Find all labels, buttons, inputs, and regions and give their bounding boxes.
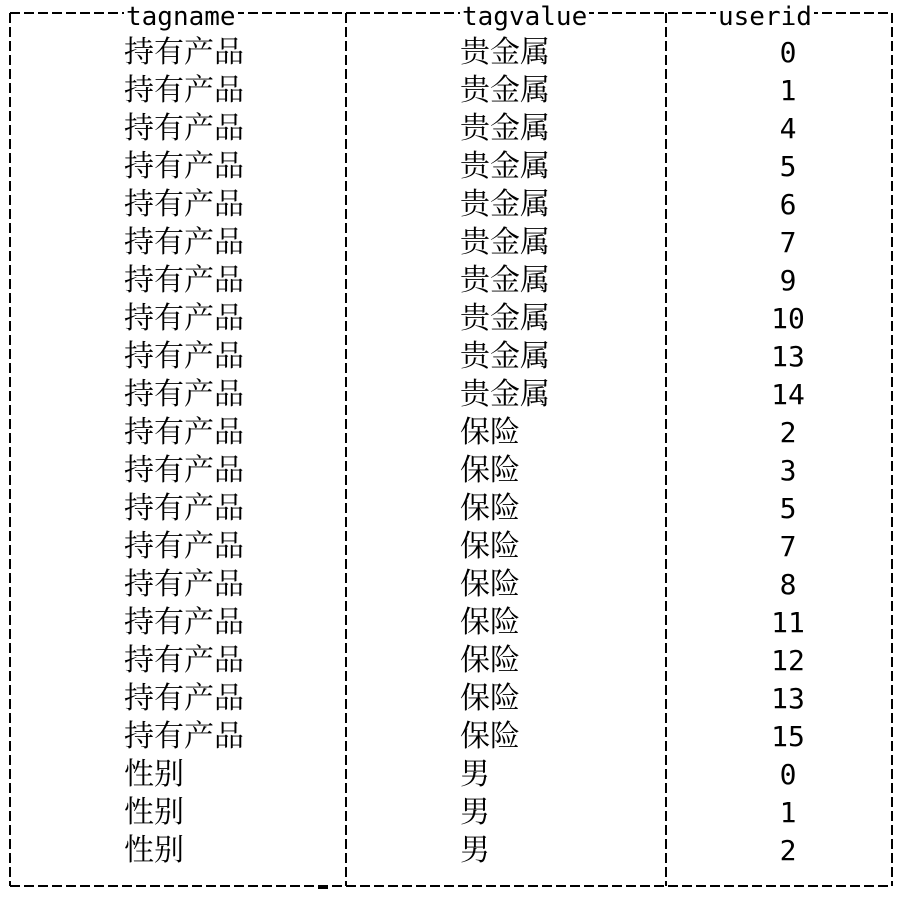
cell-tagvalue: 保险 (460, 567, 520, 602)
cell-tagname: 持有产品 (124, 73, 244, 108)
cell-tagname: 持有产品 (124, 567, 244, 602)
table-row (0, 300, 906, 338)
cell-userid: 15 (771, 720, 805, 753)
cell-tagvalue: 保险 (460, 719, 520, 754)
cell-tagname: 持有产品 (124, 149, 244, 184)
table-row (0, 490, 906, 528)
cell-tagvalue: 贵金属 (460, 263, 550, 298)
cell-userid: 1 (779, 74, 797, 107)
cell-tagvalue: 保险 (460, 491, 520, 526)
cell-userid: 14 (771, 378, 805, 411)
cell-tagvalue: 男 (460, 833, 490, 868)
table-row (0, 794, 906, 832)
cell-userid: 13 (771, 340, 805, 373)
cell-tagname: 持有产品 (124, 187, 244, 222)
table-row (0, 604, 906, 642)
cell-userid: 2 (779, 834, 797, 867)
cell-tagvalue: 贵金属 (460, 225, 550, 260)
cell-userid: 7 (779, 226, 797, 259)
cell-tagname: 性别 (124, 833, 184, 868)
cell-userid: 11 (771, 606, 805, 639)
header-userid: userid (718, 2, 812, 32)
table-row (0, 528, 906, 566)
cell-tagvalue: 贵金属 (460, 149, 550, 184)
cell-tagname: 持有产品 (124, 491, 244, 526)
table-row (0, 338, 906, 376)
table-row (0, 566, 906, 604)
cell-tagname: 持有产品 (124, 643, 244, 678)
table-row (0, 262, 906, 300)
cell-tagname: 性别 (124, 795, 184, 830)
cell-userid: 5 (779, 150, 797, 183)
cell-userid: 10 (771, 302, 805, 335)
table-row (0, 832, 906, 870)
cell-tagname: 持有产品 (124, 681, 244, 716)
cell-userid: 6 (779, 188, 797, 221)
table-row (0, 376, 906, 414)
table-row (0, 642, 906, 680)
cell-userid: 1 (779, 796, 797, 829)
cell-tagvalue: 男 (460, 757, 490, 792)
cell-tagvalue: 贵金属 (460, 339, 550, 374)
cell-tagname: 性别 (124, 757, 184, 792)
cell-userid: 5 (779, 492, 797, 525)
table-row (0, 110, 906, 148)
cell-tagvalue: 保险 (460, 681, 520, 716)
cell-tagvalue: 贵金属 (460, 111, 550, 146)
cell-tagvalue: 贵金属 (460, 187, 550, 222)
table-row (0, 72, 906, 110)
cell-userid: 7 (779, 530, 797, 563)
table-row (0, 414, 906, 452)
cell-tagname: 持有产品 (124, 301, 244, 336)
table-row (0, 148, 906, 186)
cell-userid: 2 (779, 416, 797, 449)
cell-tagvalue: 保险 (460, 415, 520, 450)
table-row (0, 186, 906, 224)
cell-tagname: 持有产品 (124, 605, 244, 640)
cell-userid: 3 (779, 454, 797, 487)
cell-tagvalue: 贵金属 (460, 301, 550, 336)
cell-userid: 0 (779, 36, 797, 69)
cell-userid: 12 (771, 644, 805, 677)
table-row (0, 718, 906, 756)
cell-tagname: 持有产品 (124, 377, 244, 412)
table-row (0, 756, 906, 794)
cell-tagvalue: 保险 (460, 529, 520, 564)
cell-tagvalue: 贵金属 (460, 377, 550, 412)
cell-tagname: 持有产品 (124, 339, 244, 374)
cell-tagvalue: 保险 (460, 643, 520, 678)
table-row (0, 680, 906, 718)
table-row (0, 224, 906, 262)
cell-tagname: 持有产品 (124, 453, 244, 488)
cell-tagname: 持有产品 (124, 415, 244, 450)
table-row (0, 34, 906, 72)
cell-tagname: 持有产品 (124, 263, 244, 298)
cell-tagname: 持有产品 (124, 111, 244, 146)
cell-tagname: 持有产品 (124, 529, 244, 564)
cell-userid: 8 (779, 568, 797, 601)
cell-tagvalue: 保险 (460, 453, 520, 488)
cell-tagvalue: 贵金属 (460, 35, 550, 70)
table-row (0, 452, 906, 490)
cell-userid: 4 (779, 112, 797, 145)
cell-tagvalue: 男 (460, 795, 490, 830)
header-tagname: tagname (126, 2, 236, 32)
cell-tagname: 持有产品 (124, 225, 244, 260)
cell-tagvalue: 贵金属 (460, 73, 550, 108)
cell-userid: 0 (779, 758, 797, 791)
cell-tagvalue: 保险 (460, 605, 520, 640)
cell-userid: 9 (779, 264, 797, 297)
cell-tagname: 持有产品 (124, 719, 244, 754)
cell-userid: 13 (771, 682, 805, 715)
cell-tagname: 持有产品 (124, 35, 244, 70)
header-tagvalue: tagvalue (462, 2, 588, 32)
table-body (0, 34, 906, 870)
